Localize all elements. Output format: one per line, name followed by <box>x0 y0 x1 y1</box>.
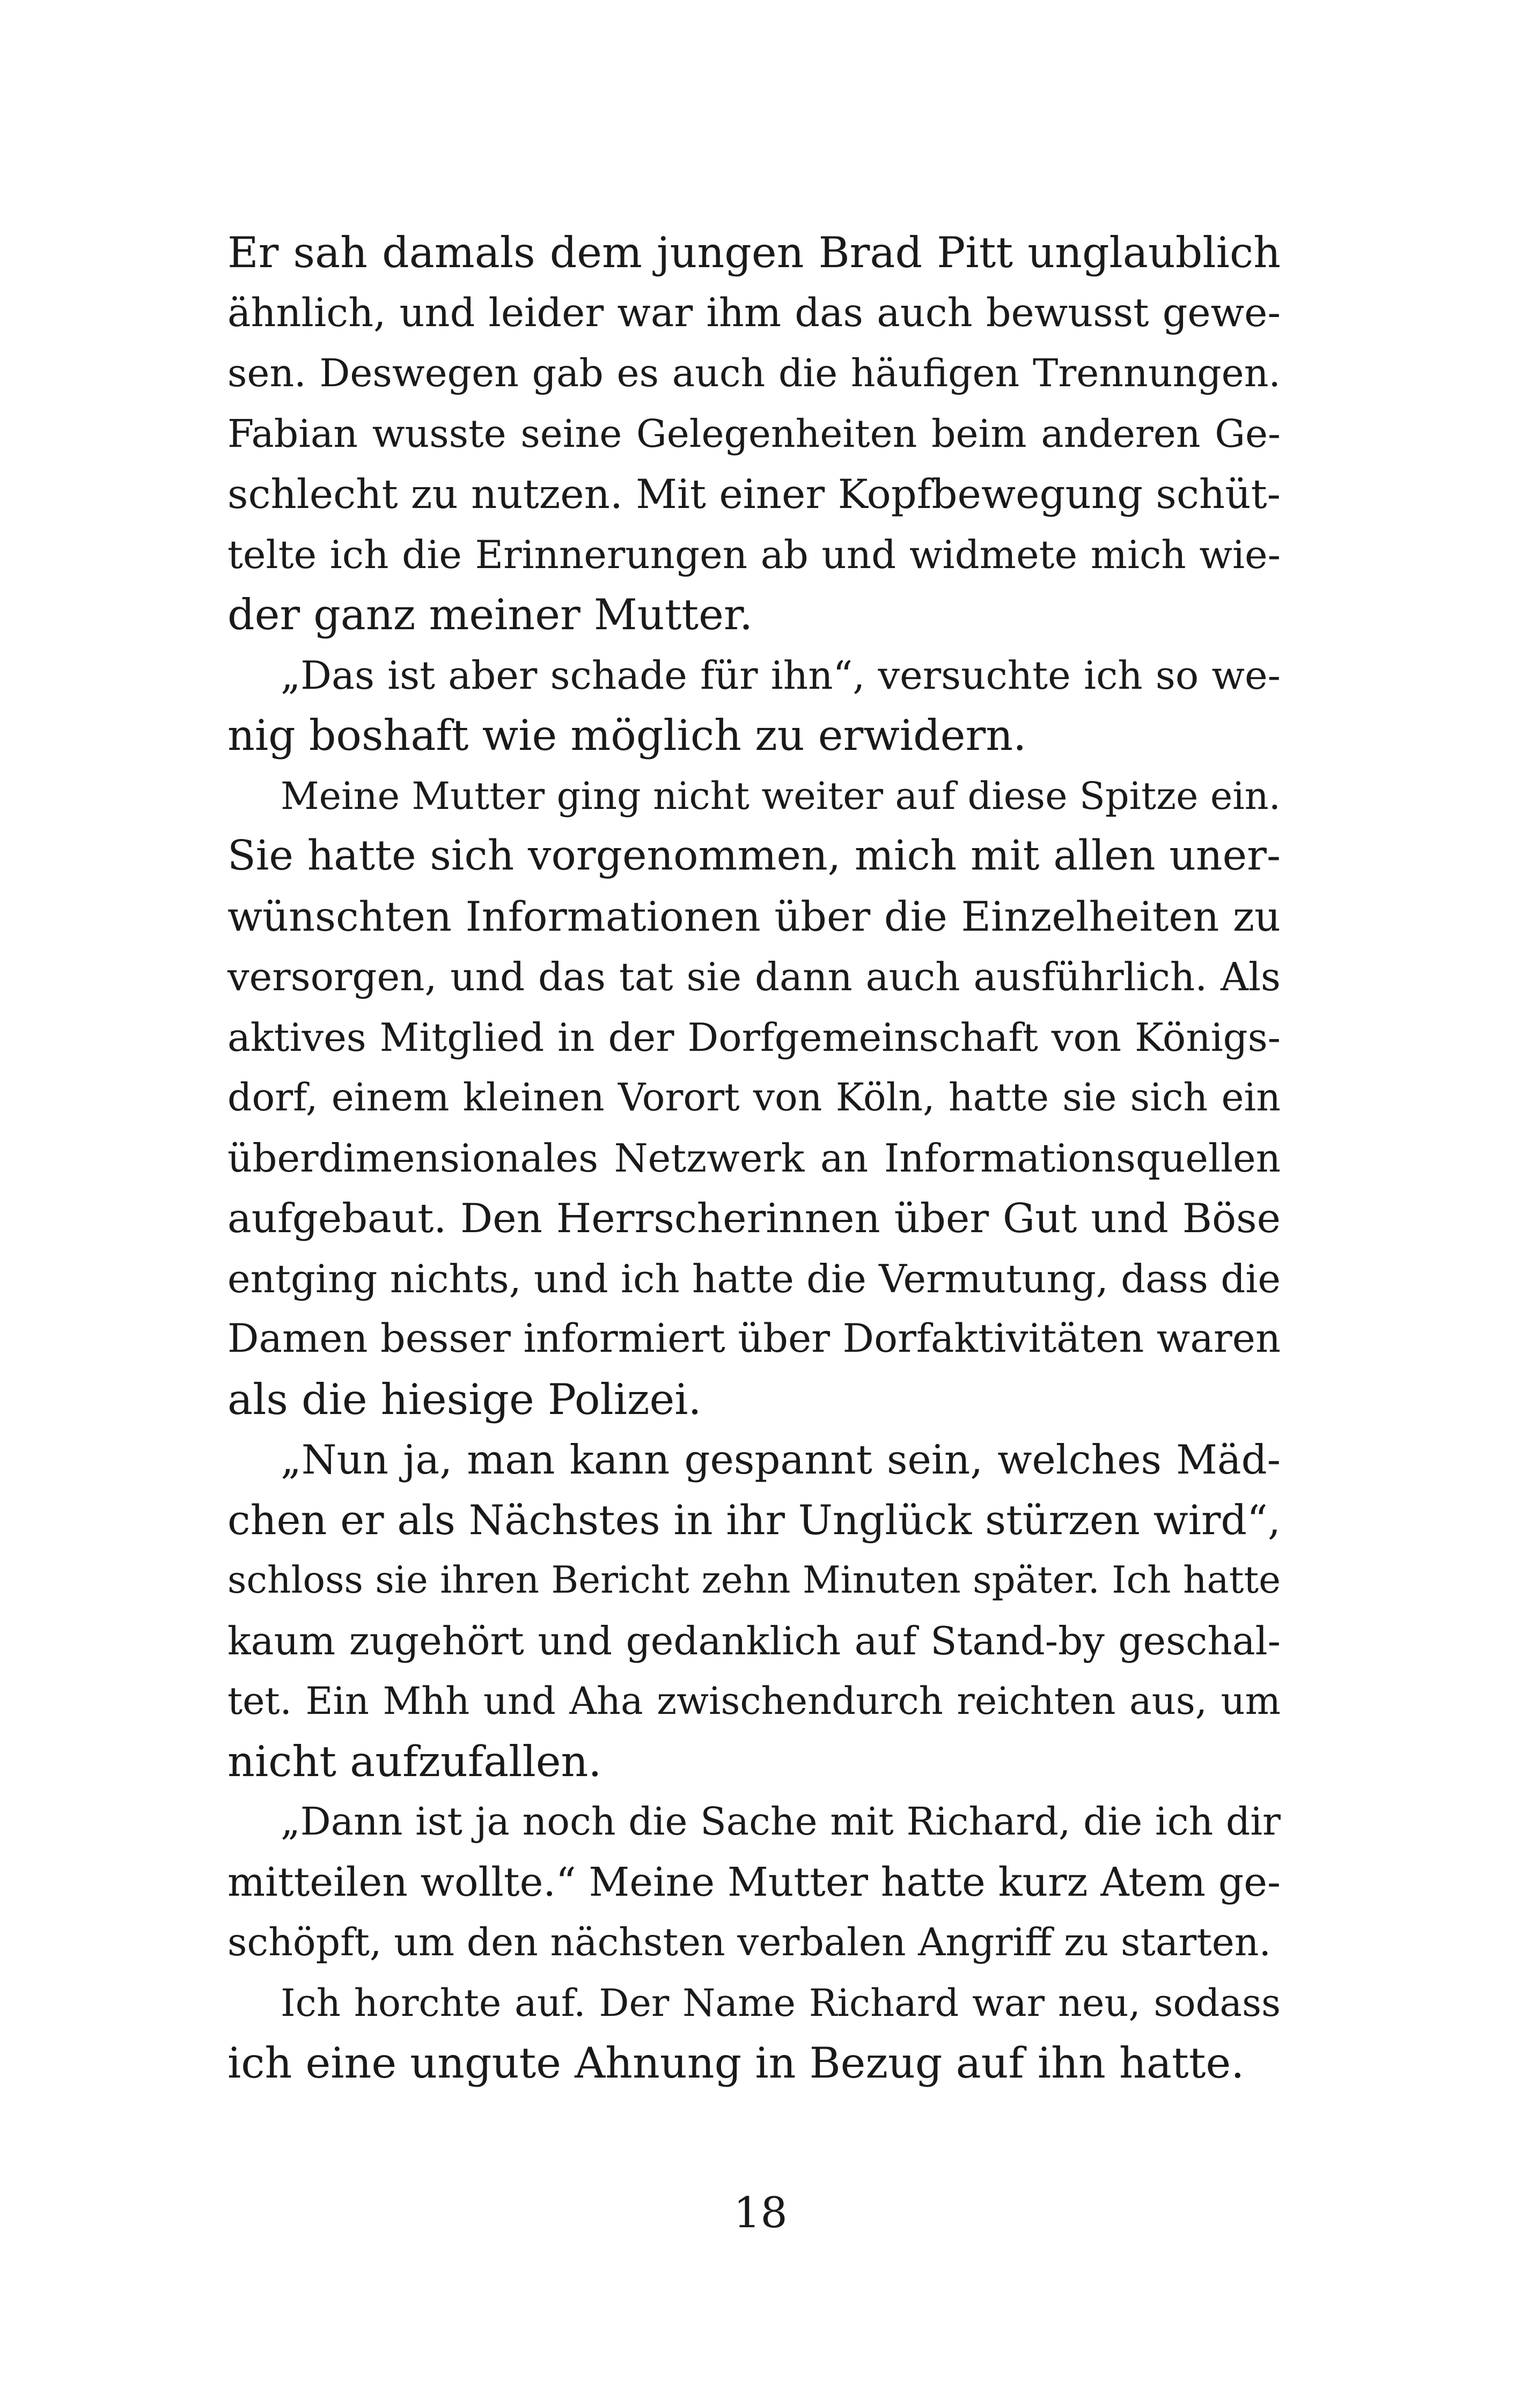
text-line: ähnlich, und leider war ihm das auch bewusst gewe- <box>227 290 1281 336</box>
text-line: schlecht zu nutzen. Mit einer Kopfbewegung schüt- <box>227 470 1281 518</box>
text-line: Fabian wusste seine Gelegenheiten beim anderen Ge- <box>227 411 1281 456</box>
text-line: entging nichts, und ich hatte die Vermutung, dass die <box>227 1256 1281 1301</box>
text-line: nig boshaft wie möglich zu erwidern. <box>227 711 1027 760</box>
text-line: mitteilen wollte.“ Meine Mutter hatte kurz Atem ge- <box>227 1859 1281 1905</box>
text-line: als die hiesige Polizei. <box>227 1374 702 1424</box>
text-line: versorgen, und das tat sie dann auch ausführlich. Als <box>227 954 1281 999</box>
text-line: aktives Mitglied in der Dorfgemeinschaft von Königs- <box>227 1014 1281 1060</box>
text-line: der ganz meiner Mutter. <box>227 590 753 639</box>
text-line: Damen besser informiert über Dorfaktivitäten waren <box>227 1316 1281 1361</box>
page-number: 18 <box>733 2188 788 2237</box>
text-line: Er sah damals dem jungen Brad Pitt unglaublich <box>227 228 1281 277</box>
text-line: „Nun ja, man kann gespannt sein, welches Mäd- <box>281 1436 1281 1483</box>
text-line: Sie hatte sich vorgenommen, mich mit allen uner- <box>227 832 1281 880</box>
text-line: dorf, einem kleinen Vorort von Köln, hatte sie sich ein <box>227 1075 1281 1120</box>
text-line: telte ich die Erinnerungen ab und widmete mich wie- <box>227 532 1281 577</box>
text-line: „Das ist aber schade für ihn“, versuchte ich so we- <box>281 652 1281 698</box>
text-line: sen. Deswegen gab es auch die häufigen Trennungen. <box>227 351 1281 395</box>
text-line: tet. Ein Mhh und Aha zwischendurch reichten aus, um <box>227 1679 1281 1723</box>
text-line: chen er als Nächstes in ihr Unglück stürzen wird“, <box>227 1496 1281 1544</box>
text-line: schöpft, um den nächsten verbalen Angriff zu starten. <box>227 1920 1272 1964</box>
text-line: nicht aufzufallen. <box>227 1736 602 1786</box>
text-line: „Dann ist ja noch die Sache mit Richard, die ich dir <box>281 1799 1281 1844</box>
text-line: überdimensionales Netzwerk an Informationsquellen <box>227 1135 1281 1181</box>
text-line: aufgebaut. Den Herrscherinnen über Gut und Böse <box>227 1195 1281 1242</box>
text-line: ich eine ungute Ahnung in Bezug auf ihn hatte. <box>227 2038 1245 2088</box>
text-line: schloss sie ihren Bericht zehn Minuten später. Ich hatte <box>227 1559 1281 1602</box>
text-line: Ich horchte auf. Der Name Richard war neu, sodass <box>281 1980 1281 2025</box>
body-text <box>227 223 1281 2094</box>
text-line: wünschten Informationen über die Einzelheiten zu <box>227 892 1281 940</box>
text-line: kaum zugehört und gedanklich auf Stand-by geschal- <box>227 1618 1281 1663</box>
text-line: Meine Mutter ging nicht weiter auf diese Spitze ein. <box>281 774 1281 818</box>
